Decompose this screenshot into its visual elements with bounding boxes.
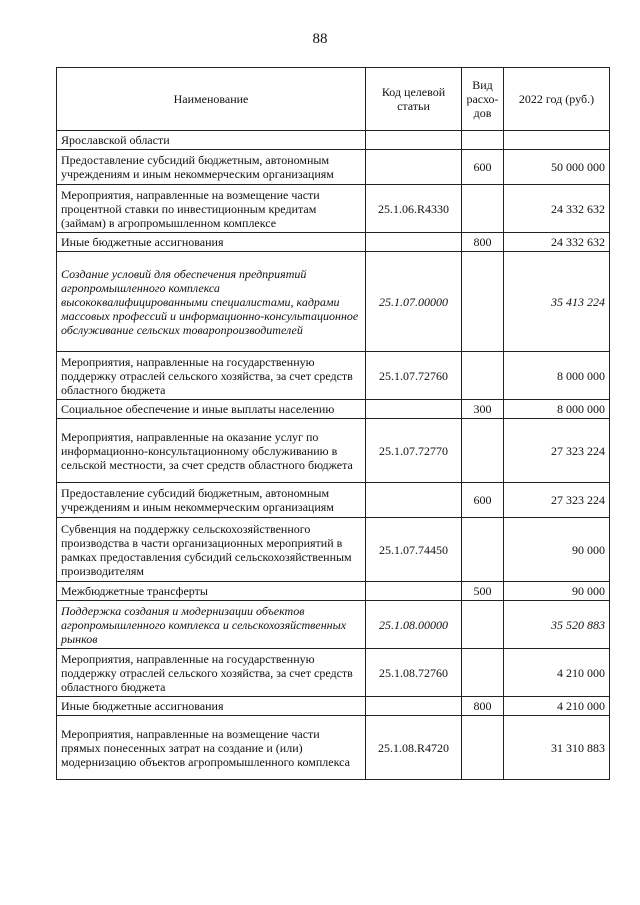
cell-code [366,697,462,716]
cell-sum: 31 310 883 [504,716,610,780]
header-name: Наименование [57,68,366,131]
cell-name: Ярославской области [57,131,366,150]
cell-type: 300 [462,400,504,419]
cell-type: 600 [462,483,504,518]
header-type: Вид расхо-дов [462,68,504,131]
table-row [57,352,610,400]
cell-name: Мероприятия, направленные на оказание услуг по информационно-консультационному обслуживанию в сельской местности, за счет средств областного бюджета [57,419,366,483]
table-row [57,582,610,601]
cell-code: 25.1.08.R4720 [366,716,462,780]
cell-code: 25.1.07.74450 [366,518,462,582]
cell-name: Мероприятия, направленные на возмещение части процентной ставки по инвестиционным кредитам (займам) в агропромышленном комплексе [57,185,366,233]
cell-code: 25.1.07.72760 [366,352,462,400]
cell-name: Предоставление субсидий бюджетным, автономным учреждениям и иным некоммерческим организациям [57,483,366,518]
cell-type [462,185,504,233]
cell-name: Предоставление субсидий бюджетным, автономным учреждениям и иным некоммерческим организациям [57,150,366,185]
cell-sum: 4 210 000 [504,649,610,697]
cell-type: 600 [462,150,504,185]
cell-name: Создание условий для обеспечения предприятий агропромышленного комплекса высококвалифицированными специалистами, кадрами массовых профессий и информационно-консультационное обслуживание сельских товаропроизводителей [57,252,366,352]
cell-sum: 4 210 000 [504,697,610,716]
cell-code [366,400,462,419]
cell-code: 25.1.07.00000 [366,252,462,352]
table-row [57,233,610,252]
page-number: 88 [312,31,328,47]
cell-type [462,601,504,649]
cell-code: 25.1.08.72760 [366,649,462,697]
cell-type: 500 [462,582,504,601]
cell-sum: 24 332 632 [504,185,610,233]
cell-code: 25.1.07.72770 [366,419,462,483]
table-row [57,150,610,185]
cell-name: Иные бюджетные ассигнования [57,233,366,252]
cell-type [462,131,504,150]
cell-code: 25.1.08.00000 [366,601,462,649]
cell-code [366,131,462,150]
cell-code: 25.1.06.R4330 [366,185,462,233]
cell-type [462,716,504,780]
cell-sum: 90 000 [504,582,610,601]
table-row [57,697,610,716]
cell-type [462,649,504,697]
cell-type [462,419,504,483]
cell-name: Социальное обеспечение и иные выплаты населению [57,400,366,419]
table-header-row [57,68,610,131]
cell-type: 800 [462,233,504,252]
table-row [57,601,610,649]
cell-sum: 27 323 224 [504,483,610,518]
table-body [57,131,610,780]
budget-table [56,67,610,780]
table-row [57,400,610,419]
cell-type: 800 [462,697,504,716]
cell-name: Субвенция на поддержку сельскохозяйственного производства в части организационных мероприятий в рамках предоставления субсидий сельскохозяйственным производителям [57,518,366,582]
cell-code [366,150,462,185]
cell-name: Межбюджетные трансферты [57,582,366,601]
cell-type [462,352,504,400]
table-row [57,419,610,483]
cell-name: Мероприятия, направленные на возмещение части прямых понесенных затрат на создание и (или) модернизацию объектов агропромышленного комплекса [57,716,366,780]
table-row [57,716,610,780]
cell-sum: 35 520 883 [504,601,610,649]
table-row [57,483,610,518]
table-row [57,131,610,150]
cell-sum: 8 000 000 [504,352,610,400]
cell-type [462,252,504,352]
table-row [57,518,610,582]
cell-sum: 90 000 [504,518,610,582]
cell-name: Мероприятия, направленные на государственную поддержку отраслей сельского хозяйства, за счет средств областного бюджета [57,352,366,400]
cell-sum: 35 413 224 [504,252,610,352]
cell-code [366,483,462,518]
cell-sum: 8 000 000 [504,400,610,419]
cell-sum: 27 323 224 [504,419,610,483]
cell-sum: 50 000 000 [504,150,610,185]
cell-code [366,582,462,601]
cell-name: Мероприятия, направленные на государственную поддержку отраслей сельского хозяйства, за счет средств областного бюджета [57,649,366,697]
cell-name: Иные бюджетные ассигнования [57,697,366,716]
cell-sum: 24 332 632 [504,233,610,252]
header-code: Код целевой статьи [366,68,462,131]
cell-code [366,233,462,252]
table-row [57,649,610,697]
cell-name: Поддержка создания и модернизации объектов агропромышленного комплекса и сельскохозяйственных рынков [57,601,366,649]
cell-type [462,518,504,582]
header-sum: 2022 год (руб.) [504,68,610,131]
cell-sum [504,131,610,150]
table-row [57,185,610,233]
table-row [57,252,610,352]
